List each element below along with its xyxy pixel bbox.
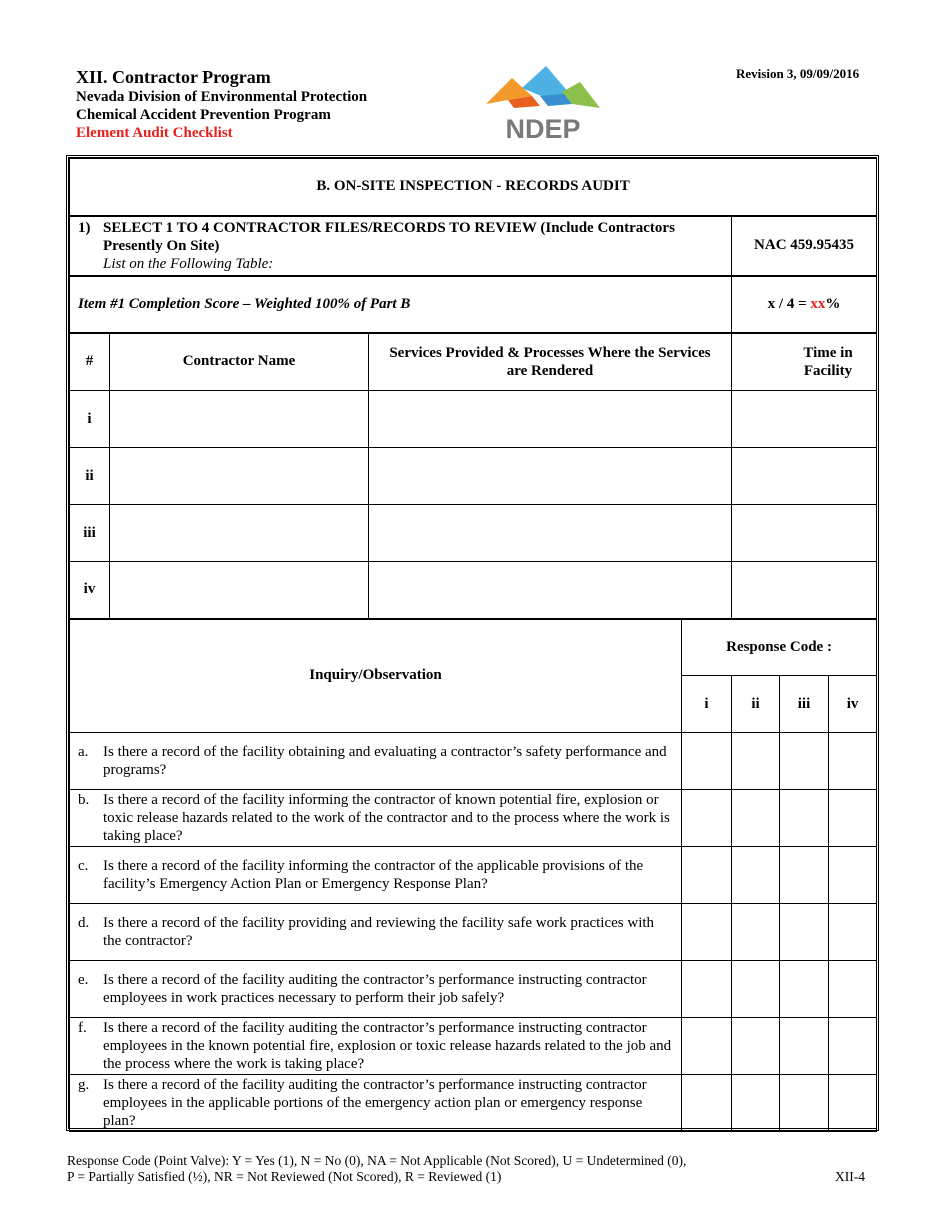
response-cell[interactable] (780, 961, 829, 1018)
response-cell[interactable] (780, 847, 829, 904)
response-cell[interactable] (732, 733, 780, 790)
contractor-name-cell[interactable] (110, 562, 369, 619)
time-cell[interactable] (732, 562, 877, 619)
response-cell[interactable] (682, 1018, 732, 1075)
inquiry-item-c (70, 847, 682, 904)
program-name: Chemical Accident Prevention Program (76, 107, 331, 123)
chapter-title: XII. Contractor Program (76, 67, 271, 87)
time-cell[interactable] (732, 391, 877, 448)
checklist-name: Element Audit Checklist (76, 125, 233, 141)
legend-line-2: P = Partially Satisfied (½), NR = Not Reviewed (Not Scored), R = Reviewed (1) (67, 1169, 502, 1184)
response-cell[interactable] (829, 1018, 877, 1075)
inquiry-item-label: c. (78, 858, 89, 874)
document-header (76, 66, 367, 142)
response-cell[interactable] (829, 961, 877, 1018)
col-header-time: Time in Facility (732, 333, 877, 391)
inquiry-item-d (70, 904, 682, 961)
score-formula-suffix: % (825, 295, 841, 312)
services-cell[interactable] (369, 562, 732, 619)
nac-reference: NAC 459.95435 (732, 216, 877, 276)
inquiry-item-text: Is there a record of the facility informing the contractor of known potential fire, explosion or toxic release hazards related to the work of the contractor and to the process where the work is taking place? (103, 792, 670, 844)
inquiry-item-text: Is there a record of the facility obtaining and evaluating a contractor’s safety performance and programs? (103, 744, 667, 778)
inquiry-item-text: Is there a record of the facility auditing the contractor’s performance instructing contractor employees in work practices necessary to perform their job safely? (103, 972, 647, 1006)
response-cell[interactable] (829, 1075, 877, 1132)
item-1-subtext: List on the Following Table: (103, 255, 274, 272)
score-formula-variable: xx (810, 295, 826, 312)
response-code-header: Response Code : (682, 619, 877, 676)
inquiry-item-f (70, 1018, 682, 1075)
col-header-services: Services Provided & Processes Where the Services are Rendered (369, 333, 732, 391)
inquiry-item-a (70, 733, 682, 790)
item-1-text: SELECT 1 TO 4 CONTRACTOR FILES/RECORDS TO REVIEW (Include Contractors Presently On Site) (103, 219, 675, 254)
contractor-row-label: iv (70, 562, 110, 619)
response-cell[interactable] (732, 1075, 780, 1132)
response-col-iv: iv (829, 676, 877, 733)
inquiry-item-label: g. (78, 1077, 90, 1093)
response-cell[interactable] (732, 790, 780, 847)
col-header-contractor-name: Contractor Name (110, 333, 369, 391)
item-1-number: 1) (78, 219, 91, 236)
response-col-ii: ii (732, 676, 780, 733)
inquiry-item-label: e. (78, 972, 89, 988)
legend-line-1: Response Code (Point Valve): Y = Yes (1), N = No (0), NA = Not Applicable (Not Scored), U = Undetermined (0), (67, 1153, 687, 1168)
completion-score-formula (732, 276, 877, 333)
services-cell[interactable] (369, 448, 732, 505)
response-cell[interactable] (732, 904, 780, 961)
response-cell[interactable] (780, 1075, 829, 1132)
response-cell[interactable] (682, 847, 732, 904)
inquiry-item-label: d. (78, 915, 90, 931)
services-cell[interactable] (369, 391, 732, 448)
contractor-name-cell[interactable] (110, 391, 369, 448)
page-number: XII-4 (835, 1169, 865, 1184)
response-cell[interactable] (829, 904, 877, 961)
response-cell[interactable] (780, 790, 829, 847)
response-cell[interactable] (780, 904, 829, 961)
response-cell[interactable] (732, 1018, 780, 1075)
inquiry-item-text: Is there a record of the facility auditing the contractor’s performance instructing contractor employees in the known potential fire, explosion or toxic release hazards related to the job and the process where the work is taking place? (103, 1020, 672, 1072)
inquiry-item-e (70, 961, 682, 1018)
col-header-number: # (70, 333, 110, 391)
score-formula-prefix: x / 4 = (767, 295, 811, 312)
inquiry-item-text: Is there a record of the facility auditing the contractor’s performance instructing contractor employees in the applicable portions of the emergency action plan or emergency response plan? (103, 1077, 647, 1129)
checklist-table (69, 158, 877, 1132)
contractor-row-label: iii (70, 505, 110, 562)
response-cell[interactable] (829, 847, 877, 904)
inquiry-item-text: Is there a record of the facility providing and reviewing the facility safe work practices with the contractor? (103, 915, 655, 949)
response-cell[interactable] (682, 733, 732, 790)
logo-blue-peak (522, 66, 570, 98)
time-cell[interactable] (732, 505, 877, 562)
contractor-row-label: i (70, 391, 110, 448)
response-cell[interactable] (682, 961, 732, 1018)
contractor-name-cell[interactable] (110, 448, 369, 505)
response-col-iii: iii (780, 676, 829, 733)
logo-text: NDEP (505, 114, 581, 144)
contractor-name-cell[interactable] (110, 505, 369, 562)
inquiry-item-g (70, 1075, 682, 1132)
response-cell[interactable] (780, 1018, 829, 1075)
response-cell[interactable] (682, 904, 732, 961)
contractor-row-label: ii (70, 448, 110, 505)
services-cell[interactable] (369, 505, 732, 562)
inquiry-item-label: a. (78, 744, 89, 760)
section-title: B. ON-SITE INSPECTION - RECORDS AUDIT (70, 159, 877, 216)
inquiry-item-text: Is there a record of the facility informing the contractor of the applicable provisions of the facility’s Emergency Action Plan or Emergency Response Plan? (103, 858, 644, 892)
inquiry-header: Inquiry/Observation (70, 619, 682, 733)
inquiry-item-label: f. (78, 1020, 87, 1036)
response-cell[interactable] (829, 790, 877, 847)
inquiry-item-b (70, 790, 682, 847)
response-code-legend (67, 1153, 686, 1185)
response-cell[interactable] (682, 1075, 732, 1132)
inquiry-item-label: b. (78, 792, 90, 808)
response-col-i: i (682, 676, 732, 733)
item-1-instruction (70, 216, 732, 276)
response-cell[interactable] (829, 733, 877, 790)
time-cell[interactable] (732, 448, 877, 505)
response-cell[interactable] (682, 790, 732, 847)
division-name: Nevada Division of Environmental Protection (76, 89, 368, 105)
response-cell[interactable] (780, 733, 829, 790)
revision-label: Revision 3, 09/09/2016 (736, 66, 860, 81)
response-cell[interactable] (732, 847, 780, 904)
ndep-logo (484, 66, 602, 144)
completion-score-label: Item #1 Completion Score – Weighted 100% of Part B (70, 276, 732, 333)
response-cell[interactable] (732, 961, 780, 1018)
